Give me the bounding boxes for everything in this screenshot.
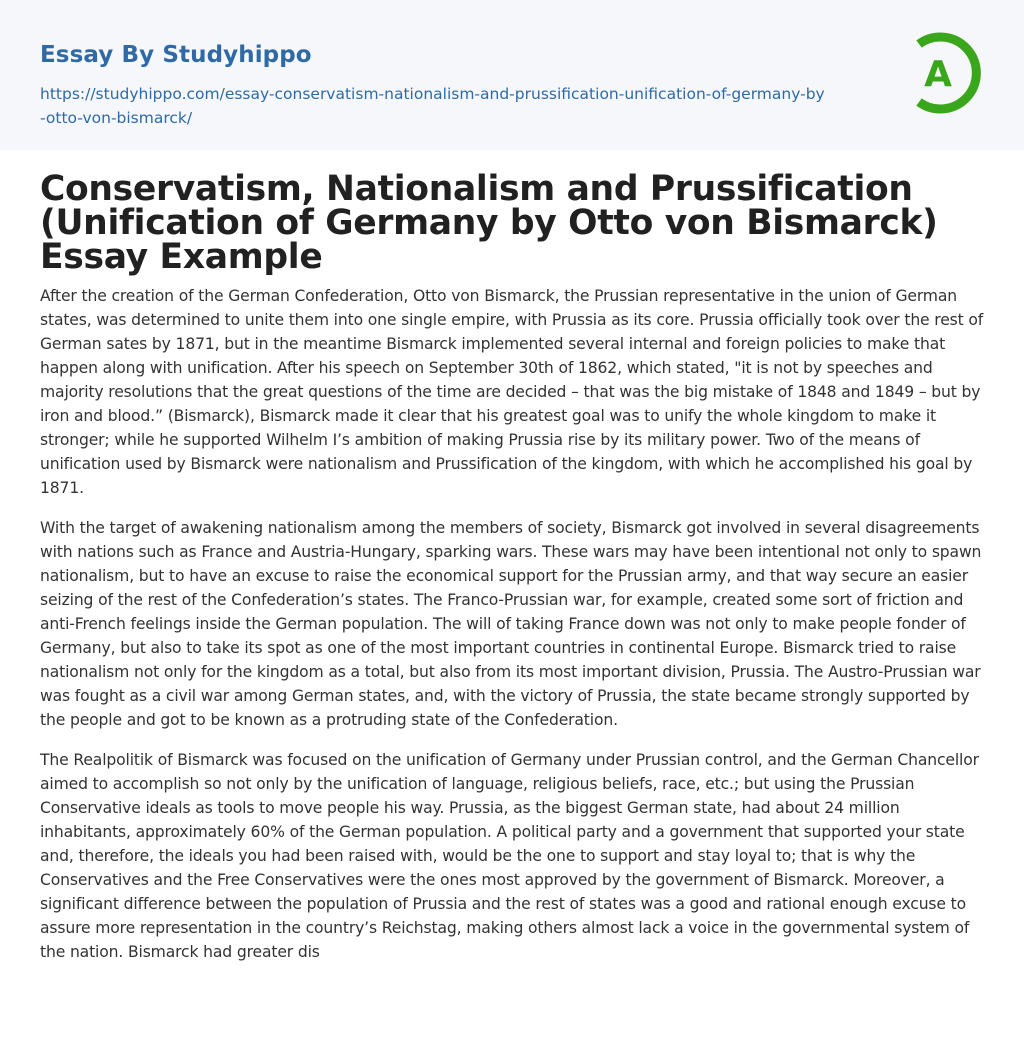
essay-paragraph: With the target of awakening nationalism among the members of society, Bismarck got involved in several disagreements with nations such as France and Austria-Hungary, sparking wars. These wars may have been intentional not only to spawn nationalism, but to have an excuse to raise the economical support for the Prussian army, and that way secure an easier seizing of the rest of the Confederation’s states. The Franco-Prussian war, for example, created some sort of friction and anti-French feelings inside the German population. The will of taking France down was not only to make people fonder of Germany, but also to take its spot as one of the most important countries in continental Europe. Bismarck tried to raise nationalism not only for the kingdom as a total, but also from its most important division, Prussia. The Austro-Prussian war was fought as a civil war among German states, and, with the victory of Prussia, the state became strongly supported by the people and got to be known as a protruding state of the Confederation. <box>40 519 982 729</box>
logo-letter: A <box>924 54 952 95</box>
essay-body <box>40 284 990 980</box>
site-header <box>0 0 1024 150</box>
source-url-link[interactable]: https://studyhippo.com/essay-conservatism-nationalism-and-prussification-unification-of-germany-by-otto-von-bismarck/ <box>40 85 825 127</box>
essay-paragraph: After the creation of the German Confederation, Otto von Bismarck, the Prussian representative in the union of German states, was determined to unite them into one single empire, with Prussia as its core. Prussia officially took over the rest of German sates by 1871, but in the meantime Bismarck implemented several internal and foreign policies to make that happen along with unification. After his speech on September 30th of 1862, which stated, "it is not by speeches and majority resolutions that the great questions of the time are decided – that was the big mistake of 1848 and 1849 – but by iron and blood.” (Bismarck), Bismarck made it clear that his greatest goal was to unify the whole kingdom to make it stronger; while he supported Wilhelm I’s ambition of making Prussia rise by its military power. Two of the means of unification used by Bismarck were nationalism and Prussification of the kingdom, with which he accomplished his goal by 1871. <box>40 287 984 497</box>
essay-title: Conservatism, Nationalism and Prussification (Unification of Germany by Otto von Bismarck) Essay Example <box>40 169 938 277</box>
essay-paragraph: The Realpolitik of Bismarck was focused on the unification of Germany under Prussian control, and the German Chancellor aimed to accomplish so not only by the unification of language, religious beliefs, race, etc.; but using the Prussian Conservative ideals as tools to move people his way. Prussia, as the biggest German state, had about 24 million inhabitants, approximately 60% of the German population. A political party and a government that supported your state and, therefore, the ideals you had been raised with, would be the one to support and stay loyal to; that is why the Conservatives and the Free Conservatives were the ones most approved by the government of Bismarck. Moreover, a significant difference between the population of Prussia and the rest of states was a good and rational enough excuse to assure more representation in the country’s Reichstag, making others almost lack a voice in the governmental system of the nation. Bismarck had greater dis <box>40 751 979 961</box>
brand-title[interactable]: Essay By Studyhippo <box>40 42 312 68</box>
studyhippo-logo-icon[interactable] <box>910 28 988 118</box>
